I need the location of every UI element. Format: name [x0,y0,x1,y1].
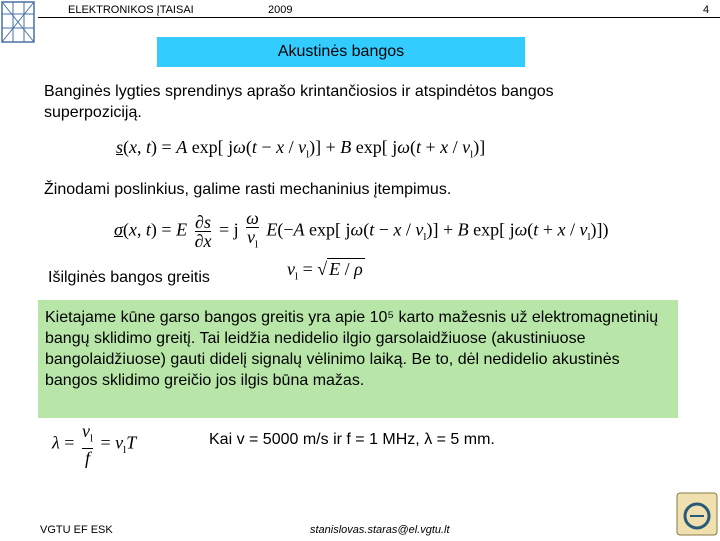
stress-formula: σ(x, t) = E $\frac{\partial s}{\partial x}$ = j $\frac{\omega}{v_l}$ E(−A exp[ $j\omega(t - x / v_l)] + B$ exp[ $j\omega(t + x / v_l)$]) [114,208,609,251]
displacement-formula: s(x, t) = A exp[ $j\omega(t - x / v_l)] + B$ exp[ $j\omega(t + x / v_l)$] [116,137,486,161]
header-divider [38,17,720,18]
header-course: ELEKTRONIKOS ĮTAISAI [68,4,194,16]
speed-formula: $v_l$ = √ E / ρ [287,259,363,283]
logo-icon [0,0,36,44]
corner-logo-icon [676,492,718,536]
page-number: 4 [703,4,710,16]
wavelength-formula: λ = $\frac{v_l}{f}$ = $v_lT$ [52,421,137,468]
slide-title: Akustinės bangos [157,37,525,67]
header-year: 2009 [268,4,293,16]
speed-label: Išilginės bangos greitis [48,269,210,286]
footer-email[interactable]: stanislovas.staras@el.vgtu.lt [310,524,450,536]
footer-department: VGTU EF ESK [40,524,113,536]
example-text: Kai v = 5000 m/s ir f = 1 MHz, λ = 5 mm. [209,431,495,448]
highlight-text: Kietajame kūne garso bangos greitis yra apie 10⁵ karto mažesnis už elektromagnetinių bangų sklidimo greitį. Tai leidžia nedidelio ilgio garsolaidžiuose (akustiniuose bangolaidžiuose) gauti didelį signalų vėlinimo laiką. Be to, dėl nedidelio akustinės bangos sklidimo greičio jos ilgis būna mažas. [45,309,659,389]
stress-paragraph: Žinodami poslinkius, galime rasti mechaninius įtempimus. [44,181,452,198]
intro-paragraph: Banginės lygties sprendinys aprašo krintančiosios ir atspindėtos bangos superpoziciją. [44,83,554,121]
